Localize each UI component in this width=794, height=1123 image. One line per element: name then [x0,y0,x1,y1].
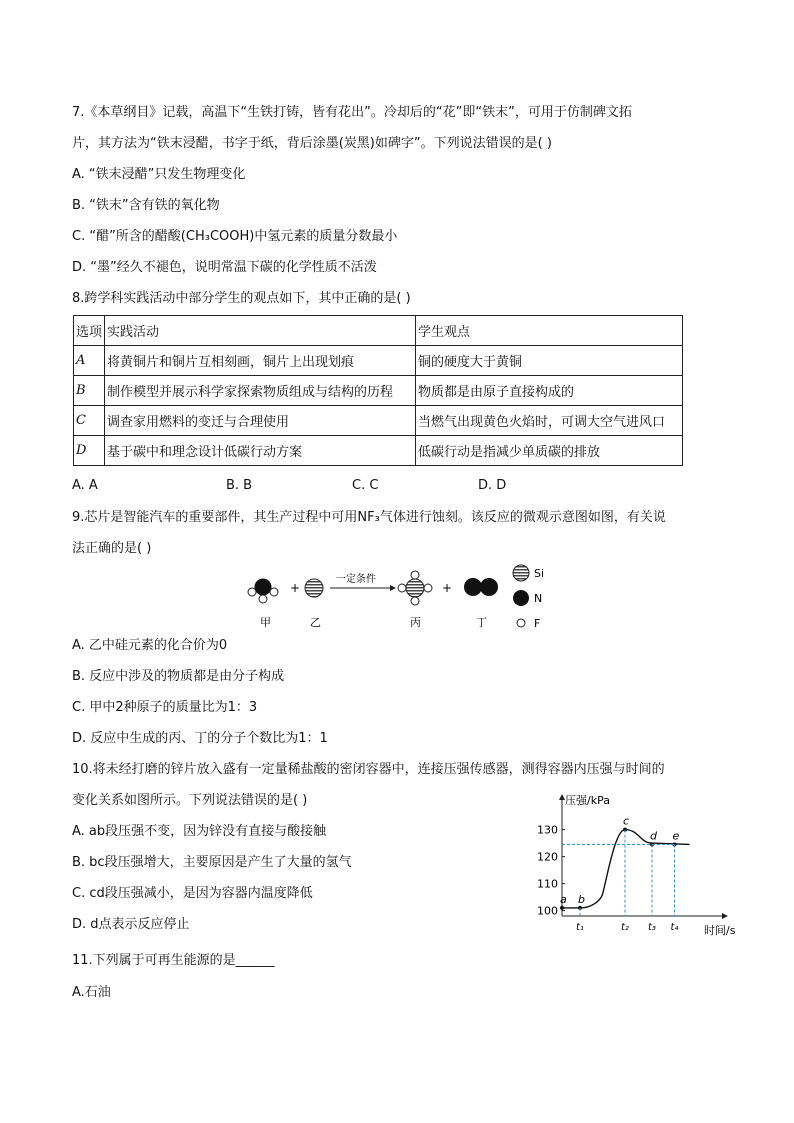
q10-pressure-chart [530,792,736,940]
q8-option-c[interactable]: C. C [352,478,379,493]
q10-option-b[interactable]: B. bc段压强增大，主要原因是产生了大量的氢气 [72,855,352,870]
q10-option-c[interactable]: C. cd段压强减小，是因为容器内温度降低 [72,886,313,901]
white-circle-icon [411,597,419,605]
black-circle-icon [513,590,529,606]
white-circle-icon [270,588,278,596]
data-point-a [560,906,564,910]
white-circle-icon [398,584,406,592]
y-tick-label: 130 [537,823,558,837]
y-tick-label: 100 [537,904,558,918]
point-label-b: b [578,892,585,906]
q10-option-a[interactable]: A. ab段压强不变，因为锌没有直接与酸接触 [72,824,327,839]
table-cell: D [74,436,105,466]
table-header-cell: 实践活动 [105,316,416,346]
table-cell: C [74,406,105,436]
table-row [74,436,683,466]
striped-circle-icon [305,579,323,597]
black-circle-icon [480,578,498,596]
q7-stem-line2: 片，其方法为“铁末浸醋，书字于纸，背后涂墨(炭黑)如碑字”。下列说法错误的是( ) [72,136,552,151]
white-circle-icon [517,619,525,627]
q7-option-d[interactable]: D. “墨”经久不褪色，说明常温下碳的化学性质不活泼 [72,260,377,275]
arrow-head-icon [390,585,396,591]
point-label-e: e [672,829,680,843]
x-axis-label: 时间/s [704,924,736,937]
x-tick-label: t₁ [576,922,584,933]
point-label-d: d [650,829,657,843]
q7-option-b[interactable]: B. “铁末”含有铁的氧化物 [72,198,220,213]
plus-sign: + [442,581,453,595]
white-circle-icon [424,584,432,592]
q10-option-d[interactable]: D. d点表示反应停止 [72,917,190,932]
q9-option-c[interactable]: C. 甲中2种原子的质量比为1：3 [72,700,258,715]
white-circle-icon [411,571,419,579]
x-tick-label: t₂ [621,922,629,933]
table-header-cell: 选项 [74,316,105,346]
white-circle-icon [248,588,256,596]
q8-option-b[interactable]: B. B [226,478,253,493]
table-cell: 物质都是由原子直接构成的 [416,376,683,406]
table-cell: 制作模型并展示科学家探索物质组成与结构的历程 [105,376,416,406]
label-bing: 丙 [410,616,421,629]
table-cell: 当燃气出现黄色火焰时，可调大空气进风口 [416,406,683,436]
y-tick-label: 110 [537,877,558,891]
table-cell: 低碳行动是指减少单质碳的排放 [416,436,683,466]
q10-stem-line2: 变化关系如图所示。下列说法错误的是( ) [72,793,308,808]
molecule-bing [398,571,432,605]
table-cell: 调查家用燃料的变迁与合理使用 [105,406,416,436]
q7-stem-line1: 7.《本草纲目》记载，高温下“生铁打铸，皆有花出”。冷却后的“花”即“铁末”，可用于仿制碑文拓 [72,105,632,120]
table-cell: 铜的硬度大于黄铜 [416,346,683,376]
q11-stem: 11.下列属于可再生能源的是______ [72,953,275,968]
label-jia: 甲 [260,616,271,629]
x-axis-arrow-icon [722,913,728,919]
x-tick-label: t₃ [648,922,656,933]
q10-stem-line1: 10.将未经打磨的锌片放入盛有一定量稀盐酸的密闭容器中，连接压强传感器，测得容器内压强与时间的 [72,762,665,777]
q8-table [73,315,683,466]
legend-f-label: F [534,617,541,630]
x-tick-label: t₄ [670,922,679,933]
table-header-row [74,316,683,346]
label-ding: 丁 [476,616,487,629]
q8-stem: 8.跨学科实践活动中部分学生的观点如下，其中正确的是( ) [72,291,411,306]
striped-circle-icon [406,579,424,597]
q7-option-a[interactable]: A. “铁末浸醋”只发生物理变化 [72,167,246,182]
table-row [74,376,683,406]
table-cell: 将黄铜片和铜片互相刻画，铜片上出现划痕 [105,346,416,376]
legend-si-label: Si [534,567,545,580]
table-cell: A [74,346,105,376]
legend-n-label: N [534,592,543,605]
black-circle-icon [464,578,482,596]
q9-option-a[interactable]: A. 乙中硅元素的化合价为0 [72,638,228,653]
point-label-c: c [623,814,630,828]
q7-option-c[interactable]: C. “醋”所含的醋酸(CH₃COOH)中氢元素的质量分数最小 [72,229,398,244]
table-row [74,346,683,376]
white-circle-icon [259,595,267,603]
molecule-jia [248,579,278,604]
point-label-a: a [560,892,567,906]
black-circle-icon [255,579,272,596]
reaction-condition: 一定条件 [336,574,376,585]
table-cell: B [74,376,105,406]
table-header-cell: 学生观点 [416,316,683,346]
table-row [74,406,683,436]
striped-circle-icon [513,565,529,581]
q9-stem-line1: 9.芯片是智能汽车的重要部件，其生产过程中可用NF₃气体进行蚀刻。该反应的微观示意图如图，有关说 [72,510,666,525]
y-axis-label: 压强/kPa [565,794,610,807]
q9-option-d[interactable]: D. 反应中生成的丙、丁的分子个数比为1：1 [72,731,328,746]
q9-option-b[interactable]: B. 反应中涉及的物质都是由分子构成 [72,669,285,684]
q8-option-a[interactable]: A. A [72,478,98,493]
q11-option-a[interactable]: A.石油 [72,985,111,1000]
plus-sign: + [290,581,301,595]
q9-reaction-diagram [240,560,560,632]
table-cell: 基于碳中和理念设计低碳行动方案 [105,436,416,466]
y-tick-label: 120 [537,850,558,864]
q9-stem-line2: 法正确的是( ) [72,541,152,556]
q8-option-d[interactable]: D. D [478,478,507,493]
label-yi: 乙 [310,616,321,629]
